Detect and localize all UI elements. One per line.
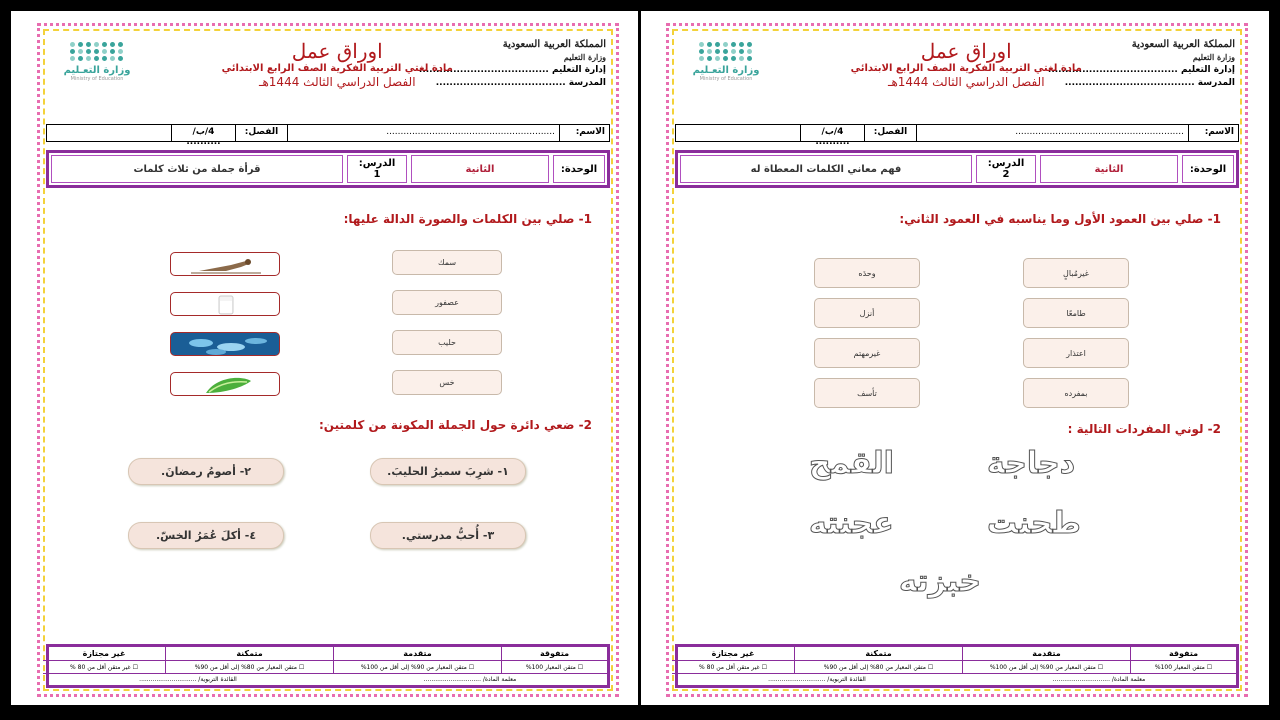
outline-word[interactable]: دجاجة	[987, 446, 1076, 481]
edu-admin-field: إدارة التعليم ......................................	[1047, 65, 1235, 75]
column-2-word[interactable]: أنزل	[814, 298, 920, 328]
rubric-table	[675, 644, 1239, 688]
column-2-word[interactable]: تأسف	[814, 378, 920, 408]
unit-value: الثانية	[1040, 155, 1178, 183]
leader-field: القائدة التربوية/ ..............................	[139, 676, 237, 683]
rubric-header: متفوقة	[1130, 647, 1236, 661]
teacher-field: معلمة المادة/ ..............................	[423, 676, 517, 683]
column-2-word[interactable]: غيرمهتم	[814, 338, 920, 368]
outline-word[interactable]: خبزته	[899, 564, 981, 599]
moe-english: Ministry of Education	[70, 76, 124, 82]
lesson-label: الدرس:	[358, 158, 396, 169]
lesson-number-cell	[976, 155, 1036, 183]
lesson-title: قرأة جملة من ثلاث كلمات	[51, 155, 343, 183]
unit-label: الوحدة:	[553, 155, 605, 183]
class-value[interactable]: 4/ب/ ..........	[800, 125, 864, 141]
outline-word[interactable]: طحنت	[987, 506, 1081, 541]
edu-admin-field: إدارة التعليم ......................................	[418, 65, 606, 75]
lesson-number-cell	[347, 155, 407, 183]
rubric-header: متمكنة	[794, 647, 962, 661]
school-field: المدرسة ......................................	[1064, 78, 1235, 88]
rubric-header: غير مجتازة	[672, 647, 794, 661]
page-header	[40, 32, 616, 114]
word-pill[interactable]: سمك	[392, 250, 502, 275]
name-label: الاسم:	[1188, 125, 1238, 141]
lesson-title: فهم معاني الكلمات المعطاة له	[680, 155, 972, 183]
subject-line: مادة لغتي التربية الفكرية الصف الرابع الابتدائي	[850, 63, 1082, 74]
sparrow-image[interactable]	[170, 252, 280, 276]
moe-english: Ministry of Education	[699, 76, 753, 82]
lesson-number: 1	[373, 169, 381, 180]
outline-word[interactable]: عجنته	[809, 506, 894, 541]
title-block	[222, 40, 453, 89]
rubric-criteria[interactable]: ☐ غير متقن أقل من 80 %	[672, 661, 794, 674]
rubric-header: متفوقة	[501, 647, 607, 661]
lesson-info	[46, 150, 610, 188]
unit-value: الثانية	[411, 155, 549, 183]
lesson-label: الدرس:	[987, 158, 1025, 169]
question-2: 2- لوني المفردات التالية :	[1067, 422, 1221, 436]
lesson-number: 2	[1002, 169, 1010, 180]
class-value[interactable]: 4/ب/ ..........	[171, 125, 235, 141]
teacher-field: معلمة المادة/ ..............................	[1052, 676, 1146, 683]
question-2: 2- ضعي دائرة حول الجملة المكونة من كلمتين:	[319, 418, 592, 432]
ministry-mark: وزارة التعليم	[1192, 52, 1235, 62]
semester-line: الفصل الدراسي الثالث 1444هـ	[258, 75, 416, 89]
sentence-option[interactable]: ١- شرِبَ سميرُ الحليبَ.	[370, 458, 526, 485]
rubric-header: متقدمة	[333, 647, 501, 661]
word-pill[interactable]: عصفور	[392, 290, 502, 315]
name-input[interactable]: ...........................................................	[287, 125, 559, 141]
title-block	[851, 40, 1082, 89]
unit-label: الوحدة:	[1182, 155, 1234, 183]
column-1-word[interactable]: غيرمُبالٍ	[1023, 258, 1129, 288]
page-title: اوراق عمل	[291, 39, 383, 63]
page-header	[669, 32, 1245, 114]
rubric-criteria[interactable]: ☐ متقن المعيار من 90% إلى أقل من 100%	[333, 661, 501, 674]
question-1: 1- صلي بين الكلمات والصورة الدالة عليها:	[343, 212, 592, 226]
worksheet-spread	[8, 8, 1272, 708]
rubric-criteria[interactable]: ☐ متقن المعيار من 80% إلى أقل من 90%	[165, 661, 333, 674]
word-pill[interactable]: حليب	[392, 330, 502, 355]
moe-dots-icon	[681, 42, 771, 61]
lesson-info	[675, 150, 1239, 188]
rubric-header: غير مجتازة	[43, 647, 165, 661]
moe-arabic: وزارة التعـليم	[692, 65, 760, 76]
sentence-option[interactable]: ٣- أُحبُّ مدرستي.	[370, 522, 526, 549]
ministry-mark: وزارة التعليم	[563, 52, 606, 62]
name-input[interactable]: ...........................................................	[916, 125, 1188, 141]
rubric-header: متمكنة	[165, 647, 333, 661]
worksheet-page-lesson-1	[37, 23, 619, 697]
word-pill[interactable]: خس	[392, 370, 502, 395]
moe-arabic: وزارة التعـليم	[63, 65, 131, 76]
rubric-criteria[interactable]: ☐ متقن المعيار من 90% إلى أقل من 100%	[962, 661, 1130, 674]
fish-image[interactable]	[170, 332, 280, 356]
sentence-option[interactable]: ٤- أكلَ عُمَرُ الخسّ.	[128, 522, 284, 549]
name-label: الاسم:	[559, 125, 609, 141]
semester-line: الفصل الدراسي الثالث 1444هـ	[887, 75, 1045, 89]
rubric-criteria[interactable]: ☐ متقن المعيار 100%	[501, 661, 607, 674]
moe-dots-icon	[52, 42, 142, 61]
page-title: اوراق عمل	[920, 39, 1012, 63]
rubric-criteria[interactable]: ☐ متقن المعيار من 80% إلى أقل من 90%	[794, 661, 962, 674]
milk-image[interactable]	[170, 292, 280, 316]
moe-logo	[681, 42, 771, 82]
rubric-criteria[interactable]: ☐ متقن المعيار 100%	[1130, 661, 1236, 674]
column-1-word[interactable]: بمفرده	[1023, 378, 1129, 408]
name-bar	[675, 124, 1239, 147]
school-field: المدرسة ......................................	[435, 78, 606, 88]
question-1: 1- صلي بين العمود الأول وما يناسبه في العمود الثاني:	[899, 212, 1221, 226]
worksheet-page-lesson-2	[666, 23, 1248, 697]
kingdom-mark: المملكة العربية السعودية	[502, 39, 606, 50]
sentence-option[interactable]: ٢- أصومُ رمضانَ.	[128, 458, 284, 485]
column-1-word[interactable]: اعتذار	[1023, 338, 1129, 368]
leader-field: القائدة التربوية/ ..............................	[768, 676, 866, 683]
lettuce-image[interactable]	[170, 372, 280, 396]
column-2-word[interactable]: وحدَه	[814, 258, 920, 288]
outline-word[interactable]: القمح	[809, 446, 894, 481]
column-1-word[interactable]: طامعًا	[1023, 298, 1129, 328]
rubric-header: متقدمة	[962, 647, 1130, 661]
subject-line: مادة لغتي التربية الفكرية الصف الرابع الابتدائي	[221, 63, 453, 74]
kingdom-mark: المملكة العربية السعودية	[1131, 39, 1235, 50]
class-label: الفصل:	[235, 125, 287, 141]
moe-logo	[52, 42, 142, 82]
class-label: الفصل:	[864, 125, 916, 141]
name-bar	[46, 124, 610, 147]
page-divider	[638, 11, 641, 705]
rubric-criteria[interactable]: ☐ غير متقن أقل من 80 %	[43, 661, 165, 674]
rubric-table	[46, 644, 610, 688]
